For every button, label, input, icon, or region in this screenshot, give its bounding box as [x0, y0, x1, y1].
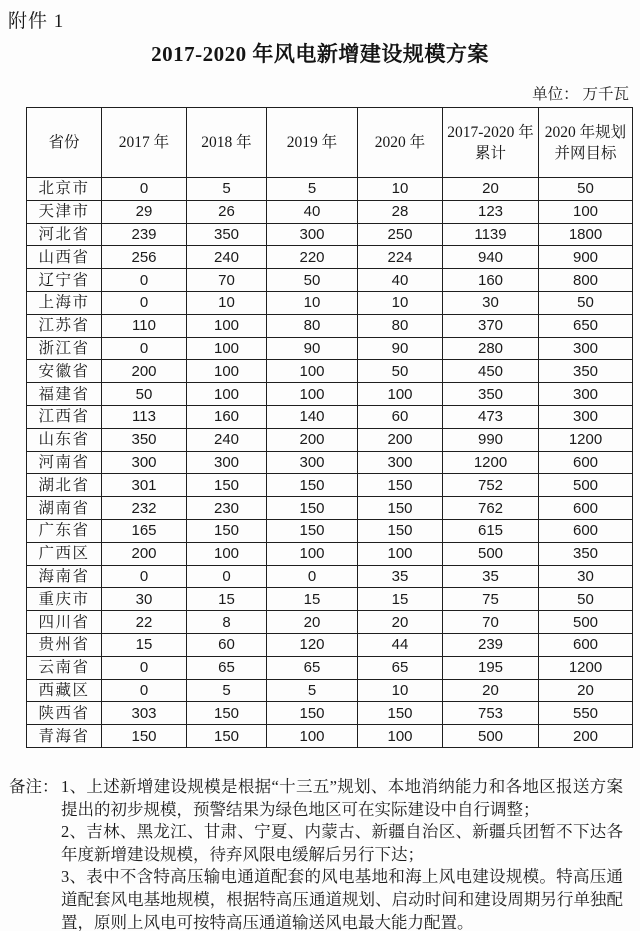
value-cell: 1200 [443, 451, 539, 474]
table-header-row [27, 108, 633, 178]
table-row [27, 611, 633, 634]
province-cell: 安徽省 [27, 360, 102, 383]
value-cell: 75 [443, 588, 539, 611]
table-row [27, 178, 633, 201]
table-row [27, 633, 633, 656]
value-cell: 150 [267, 474, 358, 497]
value-cell: 753 [443, 702, 539, 725]
notes-section [9, 776, 623, 931]
table-row [27, 474, 633, 497]
value-cell: 0 [102, 337, 187, 360]
value-cell: 256 [102, 246, 187, 269]
value-cell: 5 [187, 178, 267, 201]
value-cell: 300 [102, 451, 187, 474]
table-row [27, 451, 633, 474]
table-header [27, 108, 633, 178]
header-cell: 2018 年 [187, 108, 267, 178]
value-cell: 0 [102, 679, 187, 702]
value-cell: 100 [539, 200, 633, 223]
value-cell: 50 [267, 269, 358, 292]
value-cell: 15 [187, 588, 267, 611]
province-cell: 辽宁省 [27, 269, 102, 292]
value-cell: 50 [102, 383, 187, 406]
province-cell: 重庆市 [27, 588, 102, 611]
value-cell: 224 [358, 246, 443, 269]
value-cell: 350 [187, 223, 267, 246]
value-cell: 0 [187, 565, 267, 588]
value-cell: 0 [102, 565, 187, 588]
value-cell: 15 [358, 588, 443, 611]
value-cell: 1139 [443, 223, 539, 246]
value-cell: 120 [267, 633, 358, 656]
table-row [27, 223, 633, 246]
value-cell: 60 [187, 633, 267, 656]
table-body [27, 178, 633, 748]
value-cell: 350 [102, 428, 187, 451]
value-cell: 30 [102, 588, 187, 611]
value-cell: 473 [443, 405, 539, 428]
table-row [27, 337, 633, 360]
value-cell: 80 [358, 314, 443, 337]
value-cell: 990 [443, 428, 539, 451]
value-cell: 50 [539, 291, 633, 314]
province-cell: 北京市 [27, 178, 102, 201]
province-cell: 贵州省 [27, 633, 102, 656]
value-cell: 80 [267, 314, 358, 337]
value-cell: 35 [358, 565, 443, 588]
value-cell: 150 [267, 519, 358, 542]
value-cell: 100 [267, 360, 358, 383]
province-cell: 青海省 [27, 725, 102, 748]
value-cell: 15 [102, 633, 187, 656]
value-cell: 150 [102, 725, 187, 748]
value-cell: 100 [187, 337, 267, 360]
value-cell: 300 [358, 451, 443, 474]
value-cell: 70 [443, 611, 539, 634]
value-cell: 140 [267, 405, 358, 428]
value-cell: 20 [358, 611, 443, 634]
value-cell: 8 [187, 611, 267, 634]
value-cell: 150 [267, 702, 358, 725]
value-cell: 160 [187, 405, 267, 428]
value-cell: 10 [358, 679, 443, 702]
value-cell: 50 [358, 360, 443, 383]
table-row [27, 314, 633, 337]
value-cell: 10 [267, 291, 358, 314]
value-cell: 0 [102, 178, 187, 201]
value-cell: 100 [187, 314, 267, 337]
value-cell: 50 [539, 178, 633, 201]
value-cell: 303 [102, 702, 187, 725]
wind-power-plan-table [26, 107, 633, 748]
table-row [27, 565, 633, 588]
value-cell: 239 [102, 223, 187, 246]
value-cell: 900 [539, 246, 633, 269]
value-cell: 20 [539, 679, 633, 702]
province-cell: 福建省 [27, 383, 102, 406]
value-cell: 150 [358, 497, 443, 520]
table-row [27, 383, 633, 406]
table-row [27, 497, 633, 520]
province-cell: 云南省 [27, 656, 102, 679]
province-cell: 湖南省 [27, 497, 102, 520]
table-row [27, 269, 633, 292]
note-item: 2、吉林、黑龙江、甘肃、宁夏、内蒙古、新疆自治区、新疆兵团暂不下达各年度新增建设规模，待弃风限电缓解后另行下达； [61, 822, 623, 864]
value-cell: 200 [102, 542, 187, 565]
value-cell: 40 [267, 200, 358, 223]
value-cell: 5 [267, 178, 358, 201]
header-cell: 省份 [27, 108, 102, 178]
attachment-label: 附件 1 [8, 11, 65, 32]
value-cell: 370 [443, 314, 539, 337]
value-cell: 26 [187, 200, 267, 223]
value-cell: 300 [539, 405, 633, 428]
province-cell: 广西区 [27, 542, 102, 565]
notes-items [61, 776, 623, 931]
value-cell: 232 [102, 497, 187, 520]
value-cell: 220 [267, 246, 358, 269]
value-cell: 0 [102, 291, 187, 314]
value-cell: 123 [443, 200, 539, 223]
value-cell: 350 [539, 360, 633, 383]
value-cell: 100 [267, 383, 358, 406]
value-cell: 100 [358, 542, 443, 565]
value-cell: 60 [358, 405, 443, 428]
province-cell: 广东省 [27, 519, 102, 542]
page-title: 2017-2020 年风电新增建设规模方案 [151, 42, 489, 66]
value-cell: 150 [187, 474, 267, 497]
value-cell: 40 [358, 269, 443, 292]
value-cell: 300 [267, 451, 358, 474]
value-cell: 800 [539, 269, 633, 292]
value-cell: 200 [267, 428, 358, 451]
value-cell: 500 [539, 611, 633, 634]
value-cell: 50 [539, 588, 633, 611]
value-cell: 22 [102, 611, 187, 634]
header-cell: 2020 年 [358, 108, 443, 178]
value-cell: 1200 [539, 428, 633, 451]
value-cell: 5 [267, 679, 358, 702]
value-cell: 100 [267, 725, 358, 748]
province-cell: 海南省 [27, 565, 102, 588]
value-cell: 0 [102, 269, 187, 292]
note-item: 1、上述新增建设规模是根据“十三五”规划、本地消纳能力和各地区报送方案提出的初步规模，预警结果为绿色地区可在实际建设中自行调整； [61, 777, 623, 819]
value-cell: 600 [539, 519, 633, 542]
value-cell: 240 [187, 428, 267, 451]
province-cell: 西藏区 [27, 679, 102, 702]
province-cell: 河北省 [27, 223, 102, 246]
province-cell: 河南省 [27, 451, 102, 474]
value-cell: 600 [539, 497, 633, 520]
value-cell: 500 [443, 542, 539, 565]
value-cell: 30 [443, 291, 539, 314]
table-row [27, 519, 633, 542]
value-cell: 65 [187, 656, 267, 679]
value-cell: 150 [358, 474, 443, 497]
value-cell: 20 [443, 178, 539, 201]
notes-label: 备注： [9, 777, 59, 796]
value-cell: 28 [358, 200, 443, 223]
value-cell: 550 [539, 702, 633, 725]
value-cell: 90 [267, 337, 358, 360]
unit-note: 单位： 万千瓦 [532, 86, 629, 103]
value-cell: 150 [267, 497, 358, 520]
value-cell: 940 [443, 246, 539, 269]
value-cell: 300 [539, 383, 633, 406]
value-cell: 0 [102, 656, 187, 679]
value-cell: 300 [267, 223, 358, 246]
value-cell: 500 [539, 474, 633, 497]
note-item: 3、表中不含特高压输电通道配套的风电基地和海上风电建设规模。特高压通道配套风电基地规模，根据特高压通道规划、启动时间和建设周期另行单独配置，原则上风电可按特高压通道输送风电最大能力配置。 [61, 867, 623, 931]
value-cell: 10 [187, 291, 267, 314]
value-cell: 300 [187, 451, 267, 474]
value-cell: 500 [443, 725, 539, 748]
value-cell: 200 [102, 360, 187, 383]
value-cell: 90 [358, 337, 443, 360]
table-row [27, 702, 633, 725]
value-cell: 20 [443, 679, 539, 702]
value-cell: 300 [539, 337, 633, 360]
value-cell: 44 [358, 633, 443, 656]
value-cell: 100 [187, 383, 267, 406]
value-cell: 100 [187, 542, 267, 565]
table-row [27, 291, 633, 314]
value-cell: 100 [358, 725, 443, 748]
value-cell: 110 [102, 314, 187, 337]
table-row [27, 679, 633, 702]
value-cell: 100 [358, 383, 443, 406]
value-cell: 752 [443, 474, 539, 497]
value-cell: 150 [358, 702, 443, 725]
value-cell: 600 [539, 451, 633, 474]
table-row [27, 200, 633, 223]
value-cell: 165 [102, 519, 187, 542]
province-cell: 陕西省 [27, 702, 102, 725]
value-cell: 239 [443, 633, 539, 656]
table-row [27, 725, 633, 748]
value-cell: 600 [539, 633, 633, 656]
value-cell: 150 [187, 519, 267, 542]
value-cell: 160 [443, 269, 539, 292]
table-row [27, 588, 633, 611]
value-cell: 113 [102, 405, 187, 428]
value-cell: 280 [443, 337, 539, 360]
value-cell: 10 [358, 291, 443, 314]
value-cell: 70 [187, 269, 267, 292]
value-cell: 0 [267, 565, 358, 588]
value-cell: 100 [267, 542, 358, 565]
value-cell: 35 [443, 565, 539, 588]
province-cell: 天津市 [27, 200, 102, 223]
value-cell: 301 [102, 474, 187, 497]
value-cell: 250 [358, 223, 443, 246]
value-cell: 195 [443, 656, 539, 679]
value-cell: 30 [539, 565, 633, 588]
province-cell: 江苏省 [27, 314, 102, 337]
value-cell: 20 [267, 611, 358, 634]
header-cell: 2017-2020 年累计 [443, 108, 539, 178]
table-row [27, 428, 633, 451]
value-cell: 240 [187, 246, 267, 269]
value-cell: 1200 [539, 656, 633, 679]
province-cell: 湖北省 [27, 474, 102, 497]
value-cell: 100 [187, 360, 267, 383]
header-cell: 2020 年规划并网目标 [539, 108, 633, 178]
table-row [27, 542, 633, 565]
province-cell: 山西省 [27, 246, 102, 269]
province-cell: 上海市 [27, 291, 102, 314]
table-row [27, 656, 633, 679]
province-cell: 浙江省 [27, 337, 102, 360]
value-cell: 5 [187, 679, 267, 702]
value-cell: 200 [358, 428, 443, 451]
value-cell: 762 [443, 497, 539, 520]
province-cell: 四川省 [27, 611, 102, 634]
province-cell: 山东省 [27, 428, 102, 451]
value-cell: 65 [358, 656, 443, 679]
value-cell: 200 [539, 725, 633, 748]
table-row [27, 246, 633, 269]
value-cell: 65 [267, 656, 358, 679]
province-cell: 江西省 [27, 405, 102, 428]
value-cell: 10 [358, 178, 443, 201]
value-cell: 15 [267, 588, 358, 611]
value-cell: 150 [358, 519, 443, 542]
value-cell: 150 [187, 725, 267, 748]
value-cell: 1800 [539, 223, 633, 246]
value-cell: 350 [443, 383, 539, 406]
value-cell: 150 [187, 702, 267, 725]
value-cell: 450 [443, 360, 539, 383]
header-cell: 2019 年 [267, 108, 358, 178]
value-cell: 350 [539, 542, 633, 565]
table-row [27, 405, 633, 428]
value-cell: 230 [187, 497, 267, 520]
header-cell: 2017 年 [102, 108, 187, 178]
value-cell: 615 [443, 519, 539, 542]
table-row [27, 360, 633, 383]
value-cell: 29 [102, 200, 187, 223]
value-cell: 650 [539, 314, 633, 337]
